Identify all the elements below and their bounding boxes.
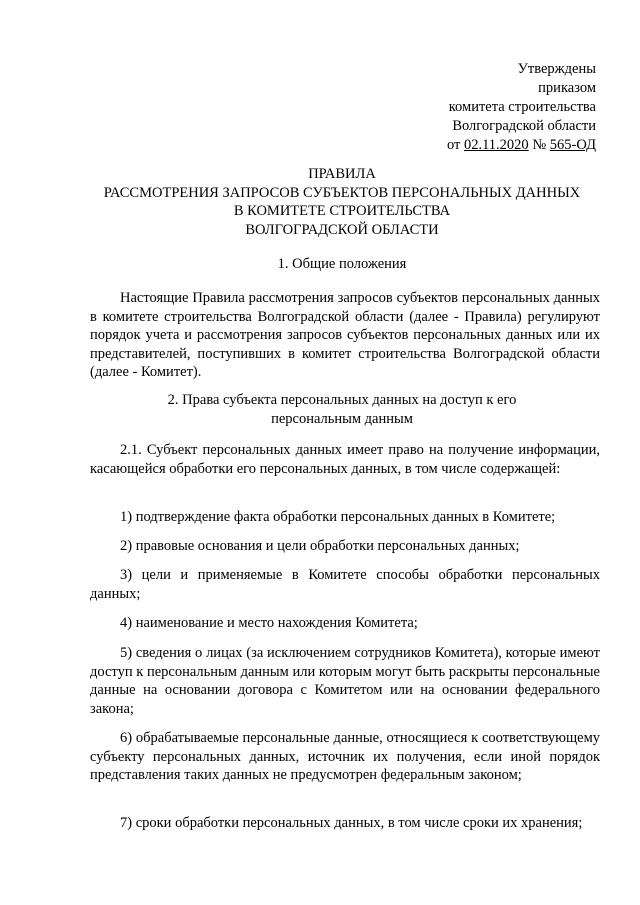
paragraph-2-1: 2.1. Субъект персональных данных имеет право на получение информации, касающейся обработки его персональных данных, в том числе содержащей: xyxy=(90,442,600,477)
approval-line-approved: Утверждены xyxy=(517,61,596,77)
title-line-rules: ПРАВИЛА xyxy=(308,166,376,182)
section-1-heading: 1. Общие положения xyxy=(277,256,407,272)
list-item-7: 7) сроки обработки персональных данных, в том числе сроки их хранения; xyxy=(120,815,583,831)
list-item-6: 6) обрабатываемые персональные данные, относящиеся к соответствующему субъекту персональных данных, источник их получения, если иной порядок представления таких данных не предусмотрен федеральным законом; xyxy=(90,730,600,783)
list-item-3: 3) цели и применяемые в Комитете способы обработки персональных данных; xyxy=(90,567,600,602)
approval-line-order: приказом xyxy=(538,80,596,96)
approval-date-prefix: от xyxy=(446,137,461,153)
list-item-4: 4) наименование и место нахождения Комитета; xyxy=(120,615,418,631)
title-line-committee: В КОМИТЕТЕ СТРОИТЕЛЬСТВА xyxy=(233,203,451,219)
title-line-subject: РАССМОТРЕНИЯ ЗАПРОСОВ СУБЪЕКТОВ ПЕРСОНАЛЬНЫХ ДАННЫХ xyxy=(103,184,581,201)
section-2-heading-line1: 2. Права субъекта персональных данных на доступ к его xyxy=(167,392,517,408)
approval-line-committee: комитета строительства xyxy=(448,99,596,115)
approval-line-date-number xyxy=(447,136,596,155)
section-1-paragraph: Настоящие Правила рассмотрения запросов субъектов персональных данных в комитете строительства Волгоградской области (далее - Правила) регулируют порядок учета и рассмотрения запросов субъектов персональных данных или их представителей, поступивших в комитет строительства Волгоградской области (далее - Комитет). xyxy=(90,290,600,380)
section-2-heading xyxy=(84,391,600,428)
approval-line-region: Волгоградской области xyxy=(452,118,596,134)
list-item-1: 1) подтверждение факта обработки персональных данных в Комитете; xyxy=(120,509,556,525)
approval-number-sign: № xyxy=(532,137,547,153)
document-title xyxy=(84,165,600,239)
title-line-region: ВОЛГОГРАДСКОЙ ОБЛАСТИ xyxy=(245,221,439,238)
list-item-5: 5) сведения о лицах (за исключением сотрудников Комитета), которые имеют доступ к персональным данным или которым могут быть раскрыты персональные данные на основании договора с Комитетом или на основании федерального закона; xyxy=(90,645,600,717)
list-item-2: 2) правовые основания и цели обработки персональных данных; xyxy=(120,538,520,554)
section-2-heading-line2: персональным данным xyxy=(271,410,413,427)
approval-number: 565-ОД xyxy=(549,137,596,153)
approval-date: 02.11.2020 xyxy=(463,137,529,153)
approval-stamp-block xyxy=(447,60,596,155)
